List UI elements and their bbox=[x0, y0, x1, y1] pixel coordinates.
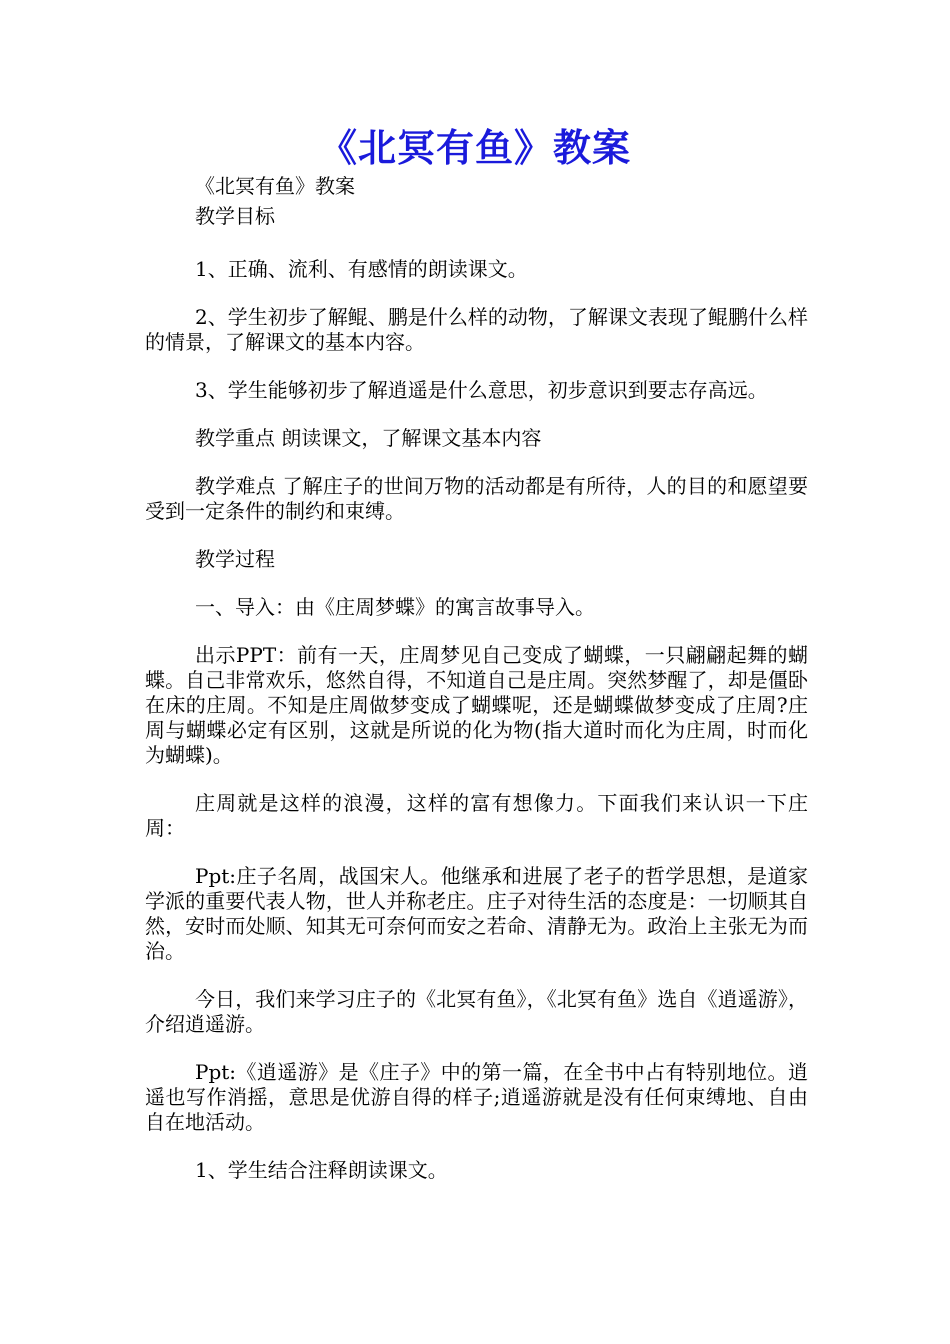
paragraph-difficulties: 教学难点 了解庄子的世间万物的活动都是有所待，人的目的和愿望要受到一定条件的制约和束缚。 bbox=[145, 474, 808, 523]
paragraph-ppt-zhuangzi: Ppt:庄子名周，战国宋人。他继承和进展了老子的哲学思想，是道家学派的重要代表人物，世人并称老庄。庄子对待生活的态度是：一切顺其自然，安时而处顺、知其无可奈何而安之若命、清静无为。政治上主张无为而治。 bbox=[145, 864, 808, 963]
paragraph-objective-2: 2、学生初步了解鲲、鹏是什么样的动物，了解课文表现了鲲鹏什么样的情景，了解课文的基本内容。 bbox=[145, 305, 808, 354]
paragraph-step-1: 1、学生结合注释朗读课文。 bbox=[195, 1158, 448, 1182]
paragraph-intro: 一、导入：由《庄周梦蝶》的寓言故事导入。 bbox=[195, 595, 595, 619]
document-body bbox=[145, 174, 808, 1183]
paragraph-objective-3: 3、学生能够初步了解逍遥是什么意思，初步意识到要志存高远。 bbox=[195, 378, 768, 402]
paragraph-ppt-xiaoyaoyou: Ppt:《逍遥游》是《庄子》中的第一篇，在全书中占有特别地位。逍遥也写作消摇，意思是优游自得的样子;逍遥游就是没有任何束缚地、自由自在地活动。 bbox=[145, 1060, 808, 1134]
paragraph-ppt-butterfly: 出示PPT：前有一天，庄周梦见自己变成了蝴蝶，一只翩翩起舞的蝴蝶。自己非常欢乐，悠然自得，不知道自己是庄周。突然梦醒了，却是僵卧在床的庄周。不知是庄周做梦变成了蝴蝶呢，还是蝴蝶做梦变成了庄周?庄周与蝴蝶必定有区别，这就是所说的化为物(指大道时而化为庄周，时而化为蝴蝶)。 bbox=[145, 643, 808, 767]
paragraph-key-points: 教学重点 朗读课文，了解课文基本内容 bbox=[195, 426, 542, 450]
document-title: 《北冥有鱼》教案 bbox=[318, 125, 631, 170]
paragraph-objective-1: 1、正确、流利、有感情的朗读课文。 bbox=[195, 257, 528, 281]
paragraph-objectives-heading: 教学目标 bbox=[195, 204, 275, 228]
paragraph-today: 今日，我们来学习庄子的《北冥有鱼》，《北冥有鱼》选自《逍遥游》，介绍逍遥游。 bbox=[145, 987, 808, 1036]
paragraph-subtitle: 《北冥有鱼》教案 bbox=[195, 174, 355, 198]
paragraph-zhuangzhou: 庄周就是这样的浪漫，这样的富有想像力。下面我们来认识一下庄周： bbox=[145, 791, 808, 840]
paragraph-process-heading: 教学过程 bbox=[195, 547, 275, 571]
